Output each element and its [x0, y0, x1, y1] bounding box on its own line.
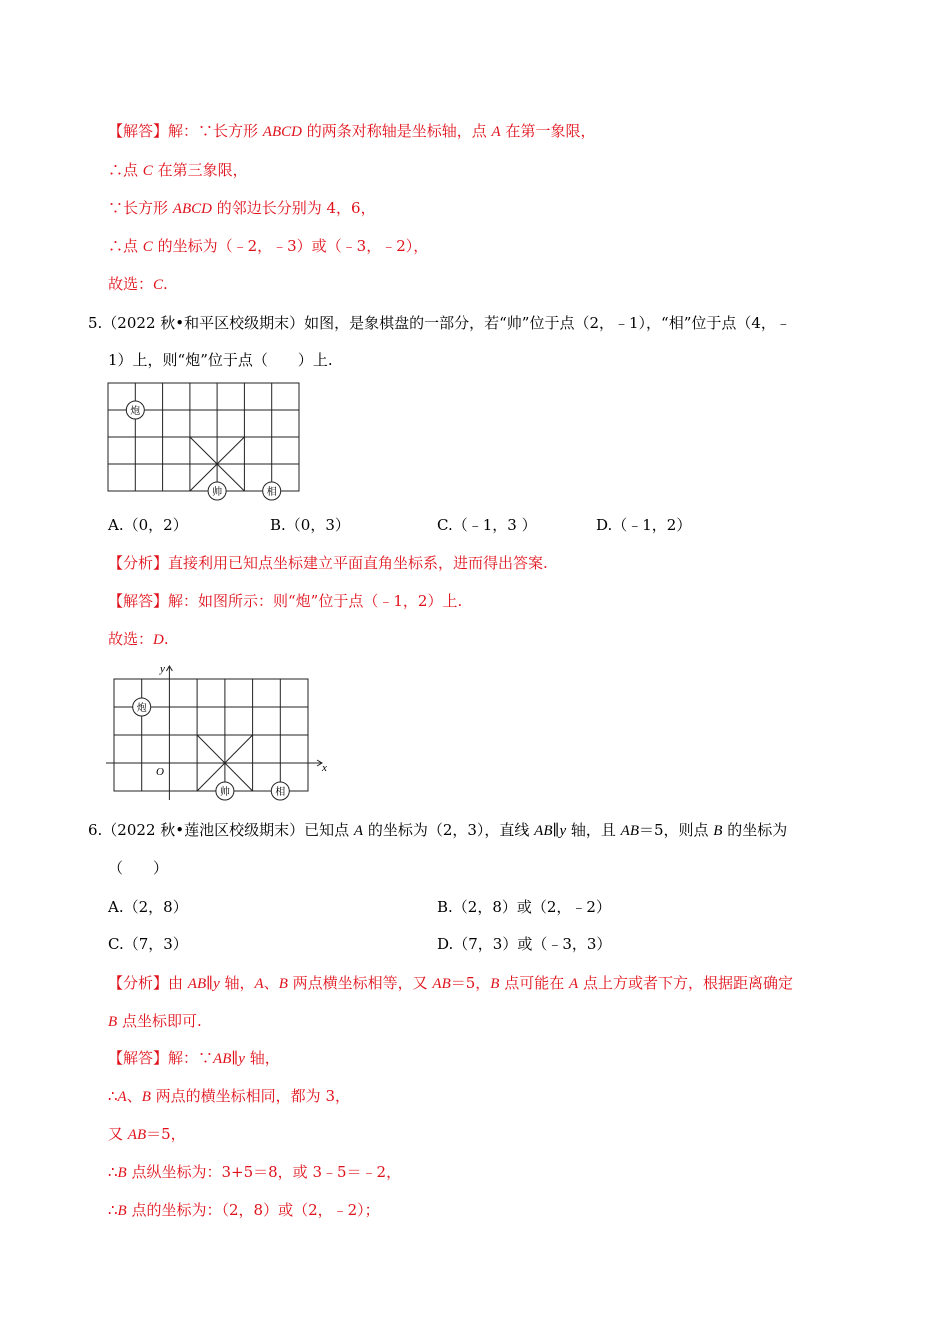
q6-analysis-line-2: B 点坐标即可.: [108, 1012, 202, 1030]
svg-text:炮: 炮: [136, 703, 147, 714]
q6-stem-line-1: 6.（2022 秋•莲池区校级期末）已知点 A 的坐标为（2，3），直线 AB∥y 轴，且 AB＝5，则点 B 的坐标为: [88, 821, 788, 839]
q6-solution-line-3: 又 AB＝5，: [108, 1125, 186, 1143]
x-axis-label: x: [322, 762, 327, 774]
q6-answer-blank: （ ）: [108, 859, 169, 877]
piece-shuai: [216, 782, 234, 800]
q6-option-b[interactable]: B.（2，8）或（2，﹣2）: [437, 898, 611, 916]
q6-solution-line-1: 【解答】解：∵AB∥y 轴，: [108, 1049, 280, 1067]
q5-solution: 【解答】解：如图所示：则“炮”位于点（﹣1，2）上.: [108, 592, 463, 610]
piece-shuai: [208, 482, 226, 500]
y-axis-label: y: [160, 663, 165, 675]
q6-solution-line-4: ∴B 点纵坐标为：3+5＝8，或 3﹣5＝﹣2，: [108, 1163, 402, 1181]
svg-text:帅: 帅: [212, 487, 223, 498]
q5-option-a[interactable]: A.（0，2）: [108, 516, 188, 534]
q6-option-c[interactable]: C.（7，3）: [108, 935, 188, 953]
q5-option-c[interactable]: C.（﹣1，3 ）: [437, 516, 537, 534]
q6-analysis-line-1: 【分析】由 AB∥y 轴，A、B 两点横坐标相等，又 AB＝5，B 点可能在 A 点上方或者下方，根据距离确定: [108, 974, 793, 992]
q6-option-a[interactable]: A.（2，8）: [108, 898, 188, 916]
q4-solution-line-3: ∵长方形 ABCD 的邻边长分别为 4，6，: [108, 199, 376, 217]
q6-solution-line-5: ∴B 点的坐标为：（2，8）或（2，﹣2）；: [108, 1201, 380, 1219]
q5-solution-figure: [104, 662, 334, 804]
piece-pao: [133, 698, 151, 716]
piece-xiang: [263, 482, 281, 500]
q4-answer: 故选：C.: [108, 275, 168, 293]
q4-solution-line-4: ∴点 C 的坐标为（﹣2，﹣3）或（﹣3，﹣2），: [108, 237, 429, 255]
x-axis: [106, 760, 322, 766]
svg-text:帅: 帅: [219, 787, 230, 798]
q4-solution-line-2: ∴点 C 在第三象限，: [108, 161, 248, 179]
q5-answer: 故选：D.: [108, 630, 169, 648]
piece-pao: [126, 401, 144, 419]
piece-xiang: [271, 782, 289, 800]
svg-text:相: 相: [266, 487, 277, 498]
svg-text:相: 相: [275, 787, 286, 798]
q5-stem-line-2: 1）上，则“炮”位于点（ ）上.: [108, 351, 333, 369]
q4-solution-line-1: 【解答】解：∵长方形 ABCD 的两条对称轴是坐标轴，点 A 在第一象限，: [108, 122, 596, 140]
y-axis: [166, 666, 172, 800]
origin-label: O: [156, 766, 164, 778]
q5-option-b[interactable]: B.（0，3）: [270, 516, 350, 534]
q6-solution-line-2: ∴A、B 两点的横坐标相同，都为 3，: [108, 1087, 350, 1105]
q6-option-d[interactable]: D.（7，3）或（﹣3，3）: [437, 935, 612, 953]
q5-analysis: 【分析】直接利用已知点坐标建立平面直角坐标系，进而得出答案.: [108, 554, 548, 572]
svg-text:炮: 炮: [130, 406, 141, 417]
q5-chessboard-figure: [108, 383, 300, 498]
q5-option-d[interactable]: D.（﹣1，2）: [596, 516, 692, 534]
q5-stem-line-1: 5.（2022 秋•和平区校级期末）如图，是象棋盘的一部分，若“帅”位于点（2，﹣1），“相”位于点（4，﹣: [88, 314, 791, 332]
